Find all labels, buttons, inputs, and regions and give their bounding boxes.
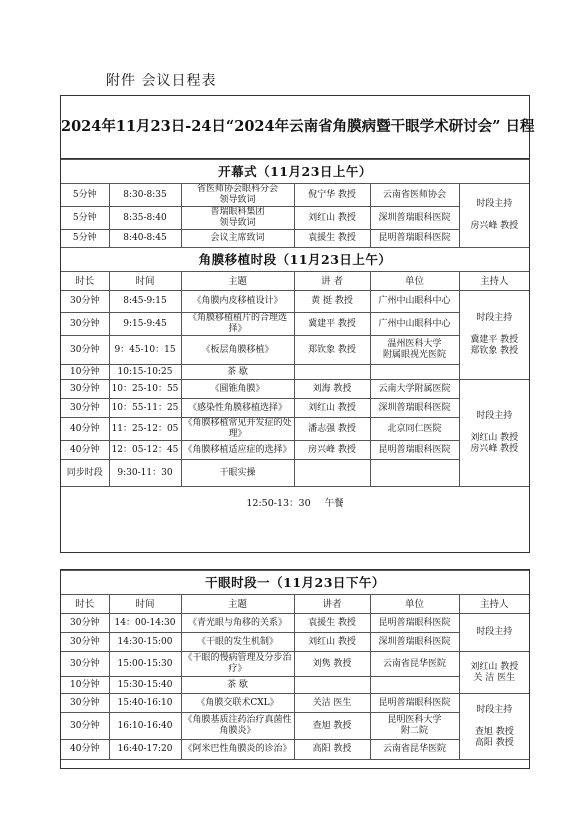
duration-cell: 30分钟 (61, 713, 109, 740)
opening-host-cell (459, 184, 529, 248)
text-line: 茶 歇 (227, 679, 248, 690)
unit-cell (370, 380, 459, 399)
text-line: 高阳 教授 (474, 737, 514, 748)
text-line: 附二院 (400, 726, 428, 736)
column-header: 主题 (181, 272, 294, 291)
unit-cell (370, 291, 459, 313)
text-line: 昆明普瑞眼科医院 (378, 697, 451, 708)
speaker-cell: 黄 挺 教授 (294, 291, 370, 313)
text-line: 《角膜内皮移植设计》 (192, 296, 283, 306)
duration-cell: 30分钟 (61, 399, 109, 418)
column-header: 讲 者 (294, 272, 370, 291)
unit-cell (370, 652, 459, 677)
column-header: 主题 (181, 595, 294, 614)
text-line (462, 422, 528, 433)
table-row (61, 677, 529, 694)
time-cell: 14：00-14:30 (109, 614, 181, 633)
table-header-row (61, 595, 529, 614)
duration-cell: 30分钟 (61, 336, 109, 365)
unit-cell (370, 633, 459, 652)
table-row (61, 313, 529, 336)
text-line: 领导致词 (219, 218, 256, 228)
time-cell: 11：25-12：05 (109, 418, 181, 441)
topic-cell (181, 291, 294, 313)
time-cell: 10：55-11：25 (109, 399, 181, 418)
table-header-row (61, 272, 529, 291)
text-line: 《角膜移植植片的合理选择》 (187, 313, 287, 334)
text-line: 关 洁 医生 (473, 672, 516, 683)
text-line (462, 716, 528, 727)
transplant-host-cell-1 (459, 291, 529, 380)
table-row (61, 230, 529, 248)
text-line: 昆明普瑞眼科医院 (378, 444, 451, 455)
unit-cell (370, 313, 459, 336)
duration-cell: 10分钟 (61, 677, 109, 694)
text-line: 房兴峰 教授 (470, 221, 519, 231)
speaker-cell (294, 365, 370, 380)
topic-cell (181, 380, 294, 399)
text-line: 房兴峰 教授 (470, 444, 519, 454)
time-cell: 8:35-8:40 (109, 207, 181, 230)
duration-cell: 30分钟 (61, 633, 109, 652)
speaker-cell: 袁援生 教授 (294, 230, 370, 248)
time-cell: 16:10-16:40 (109, 713, 181, 740)
topic-cell (181, 365, 294, 380)
section-row (61, 248, 529, 272)
time-cell: 10:15-10:25 (109, 365, 181, 380)
dryeye-host-cell-2 (459, 652, 529, 694)
text-line: 《角膜移植适应症的选择》 (183, 444, 292, 455)
text-line: 附属眼视光医院 (382, 350, 446, 360)
speaker-cell: 袁援生 教授 (294, 614, 370, 633)
time-cell: 9：45-10：15 (109, 336, 181, 365)
topic-cell (181, 677, 294, 694)
text-line: 省医师协会眼科分会 (196, 184, 278, 194)
text-line: 《角膜基质注药治疗真菌性 (183, 715, 292, 725)
table-row (61, 380, 529, 399)
topic-cell (181, 614, 294, 633)
text-line: 刘红山 教授 (470, 433, 519, 443)
unit-cell: 深圳普瑞眼科医院 (370, 207, 459, 230)
speaker-cell (294, 677, 370, 694)
table-row (61, 694, 529, 713)
topic-cell (181, 230, 294, 248)
topic-cell (181, 313, 294, 336)
duration-cell: 30分钟 (61, 380, 109, 399)
time-cell: 15:30-15:40 (109, 677, 181, 694)
text-line: 昆明医科大学 (387, 715, 442, 725)
topic-cell (181, 652, 294, 677)
unit-cell (370, 365, 459, 380)
duration-cell: 5分钟 (61, 207, 109, 230)
text-line: 普瑞眼科集团 (210, 207, 265, 217)
topic-cell (181, 713, 294, 740)
text-line: 时段主持 (476, 313, 513, 323)
table-row (61, 614, 529, 633)
text-line: 《阿米巴性角膜炎的诊治》 (183, 744, 292, 754)
text-line: 郑钦象 教授 (470, 346, 519, 356)
topic-cell (181, 418, 294, 441)
text-line (373, 468, 457, 479)
duration-cell: 30分钟 (61, 652, 109, 677)
text-line: 《板层角膜移植》 (201, 344, 274, 355)
text-line: 时段主持 (476, 199, 513, 209)
unit-cell (370, 677, 459, 694)
speaker-cell: 刘红山 教授 (294, 207, 370, 230)
time-cell: 12：05-12：45 (109, 441, 181, 460)
unit-cell (370, 399, 459, 418)
duration-cell: 10分钟 (61, 365, 109, 380)
lunch-time: 12:50-13：30 (246, 498, 311, 509)
speaker-cell: 刘红山 教授 (294, 633, 370, 652)
duration-cell: 30分钟 (61, 291, 109, 313)
time-cell: 16:40-17:20 (109, 740, 181, 760)
schedule-box-morning (60, 95, 535, 553)
topic-cell (181, 740, 294, 760)
table-row (61, 399, 529, 418)
unit-cell (370, 460, 459, 487)
time-cell: 9:15-9:45 (109, 313, 181, 336)
topic-cell (181, 633, 294, 652)
table-row (61, 713, 529, 740)
time-cell: 8:40-8:45 (109, 230, 181, 248)
duration-cell: 40分钟 (61, 418, 109, 441)
transplant-section-title: 角膜移植时段（11月23日上午） (61, 248, 529, 272)
table-row (61, 336, 529, 365)
dryeye-host-cell-3 (459, 694, 529, 760)
table-row (61, 291, 529, 313)
table-row (61, 184, 529, 207)
topic-cell (181, 184, 294, 207)
column-header: 时间 (109, 595, 181, 614)
text-line (373, 680, 457, 691)
text-line: 云南大学附属医院 (378, 383, 451, 394)
speaker-cell: 刘海 教授 (294, 380, 370, 399)
text-line: 温州医科大学 (387, 339, 442, 349)
table-row (61, 207, 529, 230)
table-row (61, 441, 529, 460)
lunch-label: 午餐 (324, 498, 344, 509)
text-line: 领导致词 (219, 195, 256, 205)
column-header: 主持人 (459, 272, 529, 291)
time-cell: 8:45-9:15 (109, 291, 181, 313)
text-line: 《干眼的慢病管理及分步治疗》 (183, 653, 292, 674)
dryeye-section-title: 干眼时段一（11月23日下午） (61, 571, 529, 595)
duration-cell: 5分钟 (61, 184, 109, 207)
unit-cell (370, 336, 459, 365)
duration-cell: 30分钟 (61, 313, 109, 336)
unit-cell (370, 713, 459, 740)
text-line: 云南省昆华医院 (382, 744, 446, 754)
unit-cell (370, 614, 459, 633)
table-row (61, 460, 529, 487)
unit-cell (370, 740, 459, 760)
text-line: 《圆锥角膜》 (210, 383, 265, 394)
table-row (61, 740, 529, 760)
time-cell: 8:30-8:35 (109, 184, 181, 207)
text-line: 广州中山眼科中心 (378, 318, 451, 329)
text-line: 查旭 教授 (474, 726, 514, 737)
speaker-cell: 查旭 教授 (294, 713, 370, 740)
speaker-cell: 关洁 医生 (294, 694, 370, 713)
speaker-cell: 郑钦象 教授 (294, 336, 370, 365)
text-line (373, 367, 457, 378)
speaker-cell: 刘隽 教授 (294, 652, 370, 677)
topic-cell (181, 441, 294, 460)
topic-cell (181, 694, 294, 713)
speaker-cell: 房兴峰 教授 (294, 441, 370, 460)
text-line: 刘红山 教授 (470, 661, 519, 672)
topic-cell (181, 399, 294, 418)
main-title: 2024年11月23日-24日“2024年云南省角膜病暨干眼学术研讨会” 日程 (61, 96, 529, 159)
morning-schedule-table (61, 159, 529, 487)
text-line: 《青光眼与角移的关系》 (187, 617, 287, 628)
text-line: 茶 歇 (227, 366, 248, 377)
dryeye-host-cell-1 (459, 614, 529, 652)
unit-cell (370, 418, 459, 441)
table-row (61, 652, 529, 677)
speaker-cell: 冀建平 教授 (294, 313, 370, 336)
table-row (61, 633, 529, 652)
text-line: 角膜炎》 (219, 726, 256, 736)
attachment-label: 附件 会议日程表 (106, 73, 217, 89)
text-line: 时段主持 (476, 627, 513, 637)
text-line: 云南省昆华医院 (382, 658, 446, 669)
speaker-cell: 潘志强 教授 (294, 418, 370, 441)
speaker-cell: 刘红山 教授 (294, 399, 370, 418)
topic-cell (181, 460, 294, 487)
opening-section-title: 开幕式（11月23日上午） (61, 160, 529, 184)
afternoon-schedule-table (61, 570, 529, 760)
column-header: 主持人 (459, 595, 529, 614)
speaker-cell (294, 460, 370, 487)
speaker-cell: 高阳 教授 (294, 740, 370, 760)
column-header: 讲者 (294, 595, 370, 614)
text-line: 干眼实操 (219, 467, 256, 478)
table-row (61, 418, 529, 441)
unit-cell (370, 694, 459, 713)
text-line (462, 210, 528, 221)
unit-cell: 云南省医师协会 (370, 184, 459, 207)
text-line: 时段主持 (476, 704, 513, 715)
time-cell: 10：25-10：55 (109, 380, 181, 399)
text-line: 广州中山眼科中心 (378, 296, 451, 306)
time-cell: 15:40-16:10 (109, 694, 181, 713)
text-line: 《角膜移植常见并发症的处理》 (183, 418, 292, 439)
text-line (462, 324, 528, 335)
duration-cell: 5分钟 (61, 230, 109, 248)
table-row (61, 365, 529, 380)
text-line: 会议主席致词 (210, 233, 265, 243)
duration-cell: 同步时段 (61, 460, 109, 487)
duration-cell: 30分钟 (61, 614, 109, 633)
column-header: 时长 (61, 272, 109, 291)
column-header: 单位 (370, 595, 459, 614)
time-cell: 14:30-15:00 (109, 633, 181, 652)
text-line: 深圳普瑞眼科医院 (378, 636, 451, 647)
speaker-cell: 倪宁华 教授 (294, 184, 370, 207)
lunch-row (61, 487, 529, 520)
column-header: 时长 (61, 595, 109, 614)
text-line: 北京同仁医院 (387, 423, 442, 434)
text-line: 昆明普瑞眼科医院 (378, 617, 451, 628)
duration-cell: 40分钟 (61, 441, 109, 460)
topic-cell (181, 336, 294, 365)
schedule-box-afternoon (60, 569, 530, 769)
text-line: 冀建平 教授 (470, 335, 519, 345)
text-line: 《干眼的发生机制》 (196, 636, 278, 647)
transplant-host-cell-2 (459, 380, 529, 487)
time-cell: 9:30-11：30 (109, 460, 181, 487)
unit-cell (370, 441, 459, 460)
text-line: 时段主持 (476, 411, 513, 421)
time-cell: 15:00-15:30 (109, 652, 181, 677)
column-header: 单位 (370, 272, 459, 291)
duration-cell: 40分钟 (61, 740, 109, 760)
text-line: 深圳普瑞眼科医院 (378, 402, 451, 413)
text-line: 《感染性角膜移植选择》 (187, 402, 287, 413)
topic-cell (181, 207, 294, 230)
text-line: 《角膜交联术CXL》 (196, 697, 279, 708)
duration-cell: 30分钟 (61, 694, 109, 713)
column-header: 时间 (109, 272, 181, 291)
unit-cell: 昆明普瑞眼科医院 (370, 230, 459, 248)
